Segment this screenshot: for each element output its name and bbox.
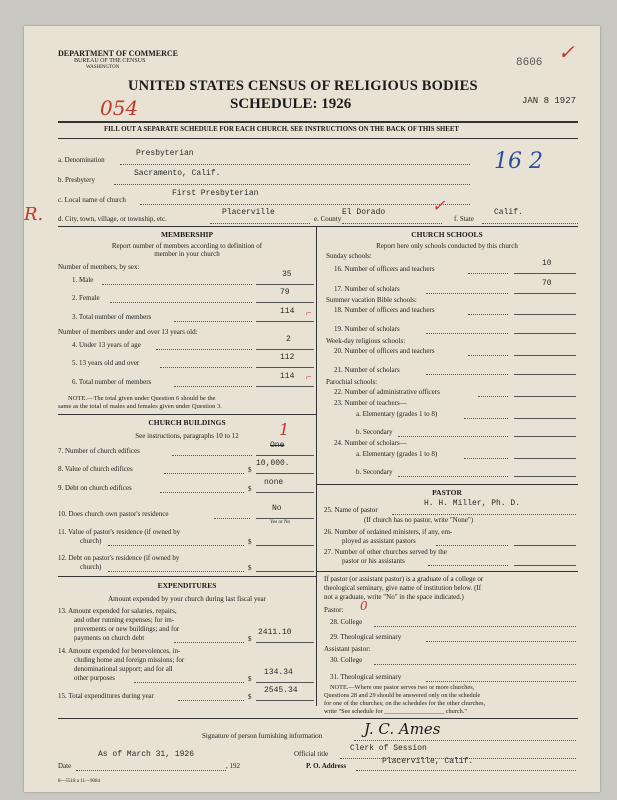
q14-line-4: other purposes [74,674,116,682]
q2-leader [110,302,252,303]
q7-label: 7. Number of church edifices [58,447,140,455]
grid-top-rule [58,226,578,227]
q24a-label: a. Elementary (grades 1 to 8) [356,450,438,458]
q20-label: 20. Number of officers and teachers [334,347,435,355]
q3-leader [174,321,252,322]
q25-hint: (If church has no pastor, write "None") [364,516,474,524]
expenditures-title: EXPENDITURES [157,581,217,590]
county-value[interactable]: El Dorado [342,208,386,217]
q23b-label: b. Secondary [356,428,393,436]
pastor-subheading: Pastor: [324,606,344,614]
header-rule [58,121,578,123]
official-title-label: Official title [294,750,329,758]
sunday-schools-heading: Sunday schools: [326,252,372,260]
bureau-name: BUREAU OF THE CENSUS [74,58,146,64]
q4-leader [156,349,252,350]
q19-leader [426,333,508,334]
q11-dollar-sign: $ [248,538,252,546]
q24a-leader [464,458,508,459]
q6-label: 6. Total number of members [72,378,152,386]
local-name-value[interactable]: First Presbyterian [172,189,259,198]
q22-answer-line[interactable] [514,396,576,397]
q27-line-2: pastor or his assistants [342,557,405,565]
bureau-city: WASHINGTON [86,65,120,70]
q18-leader [468,314,508,315]
q14-line-1: 14. Amount expended for benevolences, in- [58,647,181,655]
q14-line-3: denominational support; and for all [74,665,173,673]
q13-answer-line [256,642,314,643]
membership-note-2: same as the total of males and females given under Question 3. [58,403,222,410]
q13-dollar-sign: $ [248,635,252,643]
red-tick-q6: ⌐ [306,372,312,383]
q13-running-expenses-value[interactable]: 2411.10 [258,628,292,637]
q29-label: 29. Theological seminary [330,633,402,641]
q5-over13-value[interactable]: 112 [280,353,295,362]
schools-intro: Report here only schools conducted by this church [376,242,518,250]
q10-answer-line [256,518,314,519]
q27-line-1: 27. Number of other churches served by the [324,548,447,556]
q21-label: 21. Number of scholars [334,366,400,374]
q4-answer-line [256,349,314,350]
q16-officers-value[interactable]: 10 [542,259,552,268]
q15-dollar-sign: $ [248,693,252,701]
denomination-label: a. Denomination [58,156,105,164]
stamp-number: 8606 [516,57,543,69]
q3-label: 3. Total number of members [72,313,152,321]
q12-answer-line[interactable] [256,571,314,572]
q5-label: 5. 13 years old and over [72,359,140,367]
q12-label-1: 12. Debt on pastor's residence (if owned by [58,554,180,562]
q31-label: 31. Theological seminary [330,673,402,681]
membership-intro-1: Report number of members according to definition of [111,242,263,250]
local-name-line [140,204,470,205]
q23a-label: a. Elementary (grades 1 to 8) [356,410,438,418]
q14-line-2: cluding home and foreign missions; for [74,656,185,664]
year-suffix: , 192 [226,762,240,770]
q13-line-4: payments on church debt [74,634,145,642]
q22-label: 22. Number of administrative officers [334,388,440,396]
q5-answer-line [256,367,314,368]
q5-leader [160,367,252,368]
instruction-line: FILL OUT A SEPARATE SCHEDULE FOR EACH CHURCH. SEE INSTRUCTIONS ON THE BACK OF THIS SHEET [104,126,459,133]
graduate-instr-2: theological seminary, give name of institution below. (If [324,584,482,592]
q27-leader [428,565,508,566]
q13-line-3: provements or new buildings; and for [74,625,180,633]
q12-dollar-sign: $ [248,564,252,572]
presbytery-value[interactable]: Sacramento, Calif. [134,169,221,178]
q7-leader [172,455,252,456]
q11-label-1: 11. Value of pastor's residence (if owned by [58,528,181,536]
q13-leader [174,642,244,643]
hand-code-162: 16 2 [494,149,543,174]
q18-label: 18. Number of officers and teachers [334,306,435,314]
hand-letter-r: R. [24,204,44,225]
weekday-schools-heading: Week-day religious schools: [326,337,406,345]
q8-dollar-sign: $ [248,466,252,474]
q11-answer-line[interactable] [256,545,314,546]
q9-debt-value[interactable]: none [264,478,284,487]
local-name-label: c. Local name of church [58,196,126,204]
buildings-top-rule [58,414,316,415]
po-address-label: P. O. Address [306,762,347,770]
date-label: Date [58,762,72,770]
date-line [76,770,226,771]
q1-male-value[interactable]: 35 [282,270,292,279]
q9-label: 9. Debt on church edifices [58,484,132,492]
q24a-answer-line[interactable] [514,458,576,459]
buildings-instructions: See instructions, paragraphs 10 to 12 [135,432,239,440]
state-label: f. State [454,215,474,223]
q23b-answer-line[interactable] [514,436,576,437]
q12-label-2: church) [80,563,102,571]
q13-line-2: and other running expenses; for im- [74,616,175,624]
po-address-line [356,770,576,771]
denomination-value[interactable]: Presbyterian [136,149,194,158]
expenditures-intro: Amount expended by your church during last fiscal year [108,595,266,603]
q30-label: 30. College [330,656,363,664]
q15-label: 15. Total expenditures during year [58,692,154,700]
q17-label: 17. Number of scholars [334,285,400,293]
q16-label: 16. Number of officers and teachers [334,265,435,273]
q26-leader [436,545,508,546]
state-line [482,223,578,224]
q15-answer-line [256,700,314,701]
footer-top-rule [58,718,578,719]
parochial-schools-heading: Parochial schools: [326,378,378,386]
q10-leader [214,518,250,519]
q7-answer-line [256,455,314,456]
q27-answer-line[interactable] [514,565,576,566]
q14-benevolences-value[interactable]: 134.34 [264,668,293,677]
q8-value-edifices[interactable]: 10,000. [256,459,290,468]
q23a-answer-line[interactable] [514,418,576,419]
q6-leader [174,386,252,387]
q23-label: 23. Number of teachers— [334,399,407,407]
q9-dollar-sign: $ [248,485,252,493]
red-mark-1: 1 [279,420,290,439]
q7-edifices-value[interactable]: One [270,441,285,450]
q16-leader [468,273,508,274]
presbytery-line [114,184,470,185]
county-line [342,223,442,224]
q1-leader [102,284,252,285]
q2-female-value[interactable]: 79 [280,288,290,297]
signature-line [354,740,576,741]
members-by-sex-heading: Number of members, by sex: [58,263,140,271]
pastor-note-3: for one of the churches; on the schedules for the other churches, [324,700,486,707]
q11-label-2: church) [80,537,102,545]
q17-answer-line [514,293,576,294]
summer-schools-heading: Summer vacation Bible schools: [326,296,417,304]
q9-leader [160,492,244,493]
q21-answer-line[interactable] [514,374,576,375]
instruction-rule [58,138,578,139]
q9-answer-line [256,492,314,493]
schedule-year: SCHEDULE: 1926 [230,96,352,112]
q28-answer-line[interactable] [374,626,576,627]
q4-label: 4. Under 13 years of age [72,341,141,349]
city-value[interactable]: Placerville [222,208,275,217]
q14-dollar-sign: $ [248,675,252,683]
signature-value[interactable]: J. C. Ames [364,720,441,738]
date-stamp: JAN 8 1927 [522,96,577,106]
expenditures-top-rule [58,576,316,577]
q24-label: 24. Number of scholars— [334,439,407,447]
q23b-leader [398,436,508,437]
form-number: 8—5518 a 11—9084 [58,779,101,784]
q11-leader [108,545,244,546]
q17-scholars-value[interactable]: 70 [542,279,552,288]
q25-pastor-name-value[interactable]: H. H. Miller, Ph. D. [424,499,521,508]
q12-leader [108,571,244,572]
q2-label: 2. Female [72,294,100,302]
q4-under13-value[interactable]: 2 [286,335,291,344]
q14-answer-line [256,682,314,683]
graduate-top-rule [316,571,578,572]
q26-answer-line[interactable] [514,545,576,546]
q10-label: 10. Does church own pastor's residence [58,510,169,518]
membership-note-1: NOTE.—The total given under Question 6 should be the [68,395,216,402]
membership-title: MEMBERSHIP [160,230,214,239]
red-mark-0: 0 [360,599,368,613]
schools-title: CHURCH SCHOOLS [411,230,483,239]
q20-answer-line[interactable] [514,355,576,356]
q19-label: 19. Number of scholars [334,325,400,333]
q13-line-1: 13. Amount expended for salaries, repairs, [58,607,177,615]
q2-answer-line [256,302,314,303]
members-by-age-heading: Number of members under and over 13 years old: [58,328,198,336]
county-label: e. County [314,215,342,223]
pastor-title: PASTOR [432,488,462,497]
q15-leader [178,700,244,701]
signature-label: Signature of person furnishing information [202,732,323,740]
red-tick-q3: ⌐ [306,308,312,319]
pastor-top-rule [316,484,578,485]
q15-total-value[interactable]: 2545.34 [264,686,298,695]
presbytery-label: b. Presbytery [58,176,95,184]
q8-leader [164,473,244,474]
official-title-value[interactable]: Clerk of Session [350,744,427,753]
pastor-note-4: write "See schedule for ___________________ church." [324,708,467,715]
q20-leader [468,355,508,356]
hand-code-054: 054 [100,96,139,120]
q31-answer-line[interactable] [426,681,576,682]
q26-line-2: ployed as assistant pastors [342,537,416,545]
assistant-pastor-subheading: Assistant pastor: [324,645,371,653]
q6-answer-line [256,386,314,387]
as-of-date-value[interactable]: As of March 31, 1926 [98,750,195,759]
graduate-instr-1: If pastor (or assistant pastor) is a graduate of a college or [324,575,484,583]
red-checkmark: ✓ [558,40,575,64]
graduate-instr-3: not a graduate, write "No" in the space indicated.) [324,593,464,601]
q1-answer-line [256,284,314,285]
q24b-answer-line[interactable] [514,476,576,477]
q19-answer-line[interactable] [514,333,576,334]
column-divider [316,226,317,706]
q17-leader [426,293,508,294]
q10-yes-no-hint: Yes or No [270,520,291,525]
q18-answer-line[interactable] [514,314,576,315]
q16-answer-line [514,273,576,274]
pastor-note-1: NOTE.—Where one pastor serves two or more churches, [330,684,475,691]
denomination-line [120,164,470,165]
city-line [210,223,310,224]
q29-answer-line[interactable] [426,641,576,642]
q22-leader [478,396,508,397]
city-label: d. City, town, village, or township, etc. [58,215,167,223]
q1-label: 1. Male [72,276,94,284]
q26-line-1: 26. Number of ordained ministers, if any, em- [324,528,453,536]
q28-label: 28. College [330,618,363,626]
po-address-value[interactable]: Placerville, Calif. [382,757,474,766]
q30-answer-line[interactable] [374,664,576,665]
q23a-leader [464,418,508,419]
q8-label: 8. Value of church edifices [58,465,133,473]
q24b-leader [398,476,508,477]
q24b-label: b. Secondary [356,468,393,476]
q8-answer-line [256,473,314,474]
form-title: UNITED STATES CENSUS OF RELIGIOUS BODIES [128,78,478,94]
pastor-note-2: Questions 28 and 29 should be answered only on the schedule [324,692,481,699]
state-value[interactable]: Calif. [494,208,523,217]
membership-intro-2: member in your church [154,250,220,258]
red-check-county: ✓ [432,196,446,215]
q25-label: 25. Name of pastor [324,506,378,514]
q10-owns-residence-value[interactable]: No [272,504,282,513]
q6-total-value[interactable]: 114 [280,372,295,381]
q3-answer-line [256,321,314,322]
q14-leader [134,682,244,683]
census-schedule-sheet [24,26,600,792]
q3-total-value[interactable]: 114 [280,307,295,316]
department-name: DEPARTMENT OF COMMERCE [58,49,179,58]
buildings-title: CHURCH BUILDINGS [148,418,226,427]
q21-leader [426,374,508,375]
q25-line [392,514,576,515]
